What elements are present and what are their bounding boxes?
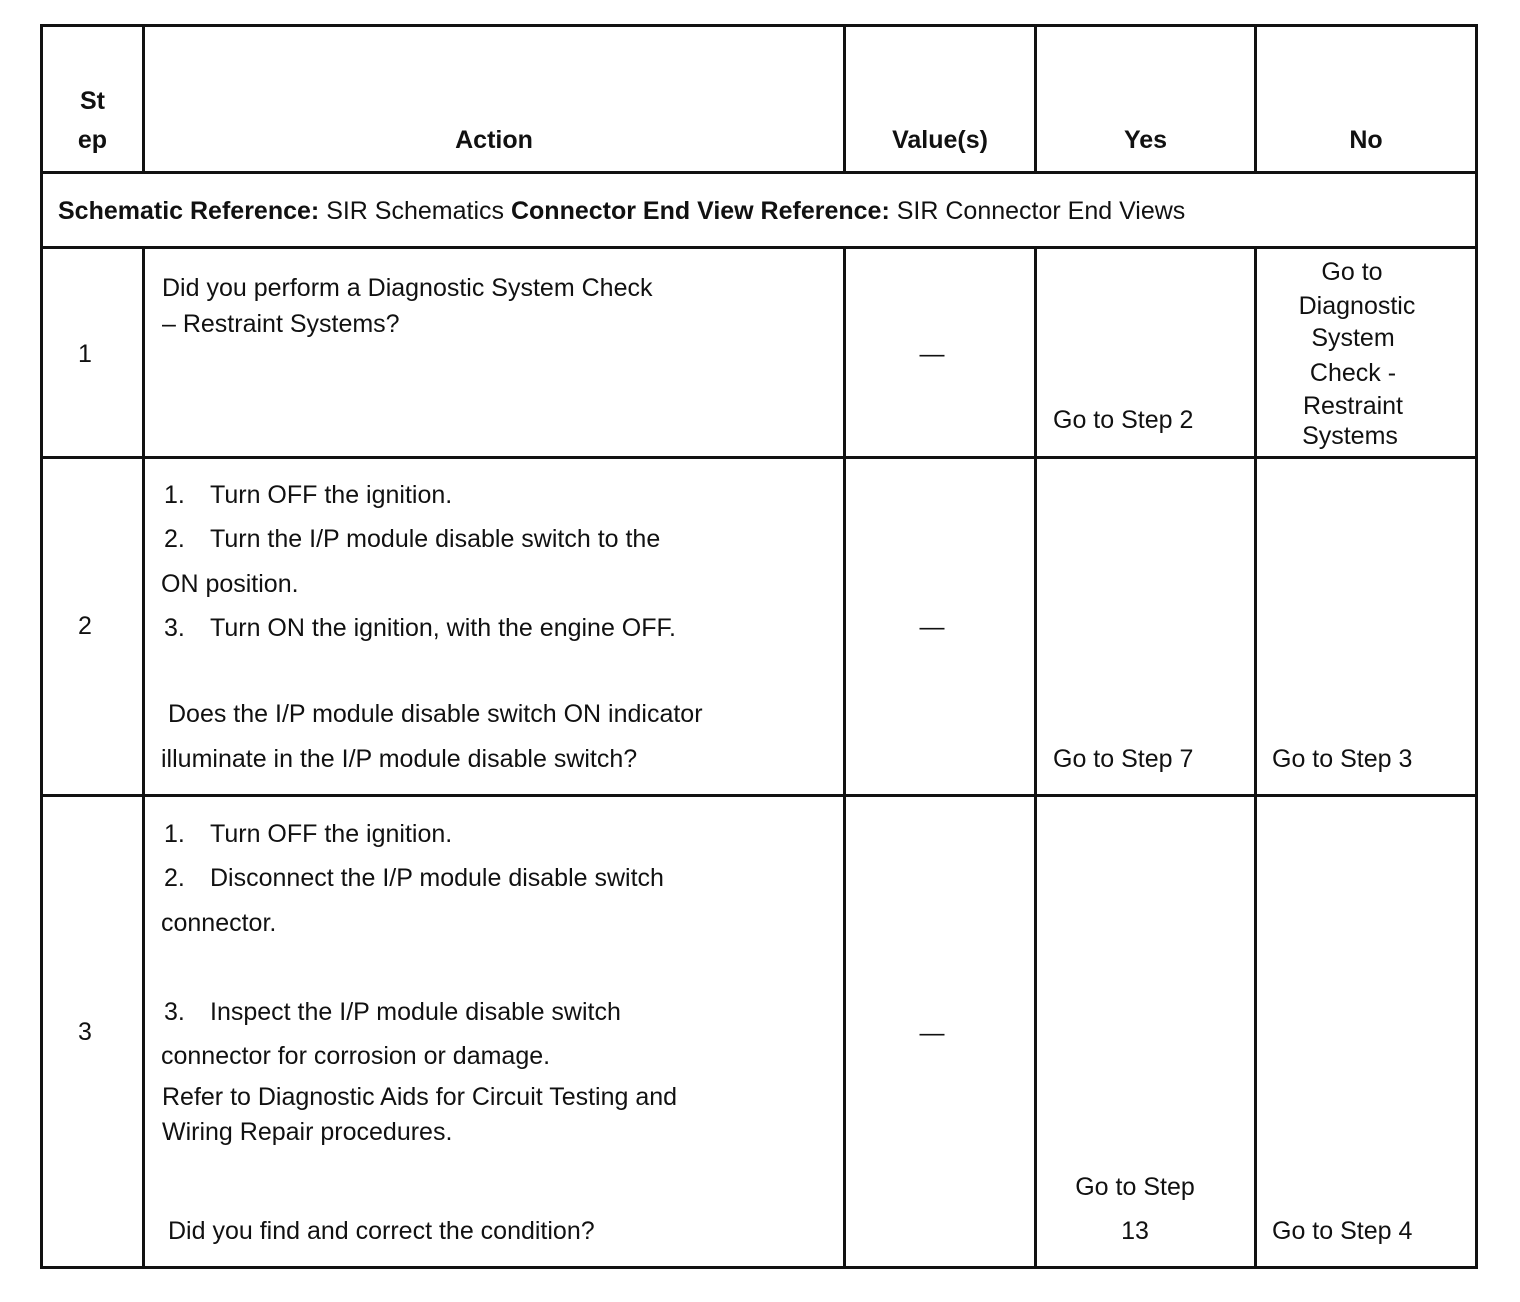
row2-question-line1: Does the I/P module disable switch ON indicator	[168, 700, 703, 728]
table-border-left	[40, 24, 43, 1269]
row2-value: —	[919, 613, 945, 641]
row2-item-3-text: Turn ON the ignition, with the engine OFF.	[210, 614, 676, 642]
row3-item-3-number: 3.	[164, 998, 185, 1026]
row3-item-1	[164, 819, 452, 849]
header-values: Value(s)	[892, 126, 988, 154]
row3-refer-line1: Refer to Diagnostic Aids for Circuit Testing and	[162, 1083, 678, 1111]
row2-item-2-text: Turn the I/P module disable switch to the	[210, 525, 661, 553]
row2-item-2	[164, 524, 660, 554]
row1-no-line5: Restraint	[1302, 392, 1404, 420]
row1-yes: Go to Step 2	[1053, 406, 1194, 434]
row2-item-1-text: Turn OFF the ignition.	[210, 481, 453, 509]
row1-action-line1: Did you perform a Diagnostic System Check	[162, 274, 653, 302]
row3-item-2-number: 2.	[164, 864, 185, 892]
row2-item-3-number: 3.	[164, 614, 185, 642]
col-divider-value	[1034, 246, 1037, 1269]
table-border-right	[1475, 24, 1478, 1269]
row1-no-line6: Systems	[1302, 422, 1398, 450]
row2-yes: Go to Step 7	[1053, 745, 1194, 773]
connector-reference-value: SIR Connector End Views	[896, 197, 1186, 225]
row3-item-1-number: 1.	[164, 820, 185, 848]
header-step-line2: ep	[77, 126, 108, 154]
step-number-1: 1	[78, 340, 92, 368]
connector-reference-label: Connector End View Reference:	[510, 197, 890, 225]
header-action: Action	[455, 126, 533, 154]
step-number-2: 2	[78, 612, 92, 640]
row2-item-1	[164, 480, 452, 510]
row3-item-2-text: Disconnect the I/P module disable switch	[210, 864, 664, 892]
reference-divider	[40, 246, 1478, 249]
row3-item-3	[164, 997, 621, 1027]
row1-action-line2: – Restraint Systems?	[162, 310, 400, 338]
table-border-bottom	[40, 1266, 1478, 1269]
header-yes: Yes	[1123, 126, 1168, 154]
header-divider	[40, 171, 1478, 174]
row2-question-line2: illuminate in the I/P module disable switch?	[161, 745, 638, 773]
step-number-3: 3	[78, 1018, 92, 1046]
row3-item-3-text: Inspect the I/P module disable switch	[210, 998, 621, 1026]
row2-item-2-continued: ON position.	[161, 570, 299, 598]
row-divider-2	[40, 794, 1478, 797]
row3-refer-line2: Wiring Repair procedures.	[162, 1118, 453, 1146]
row3-question: Did you find and correct the condition?	[168, 1217, 595, 1245]
row1-no-line3: System	[1311, 324, 1395, 352]
header-no: No	[1349, 126, 1383, 154]
row3-yes-line2: 13	[1121, 1217, 1149, 1245]
table-border-top	[40, 24, 1478, 27]
row2-item-2-number: 2.	[164, 525, 185, 553]
row1-no-line1: Go to	[1321, 258, 1383, 286]
row1-no-line4: Check -	[1309, 359, 1397, 387]
row2-item-3	[164, 613, 676, 643]
schematic-reference-label: Schematic Reference:	[58, 197, 320, 225]
row3-value: —	[919, 1019, 945, 1047]
header-step-line1: St	[80, 87, 105, 115]
row3-no: Go to Step 4	[1272, 1217, 1413, 1245]
row1-value: —	[919, 340, 945, 368]
row2-item-1-number: 1.	[164, 481, 185, 509]
col-divider-action	[843, 246, 846, 1269]
row3-item-2-continued: connector.	[161, 909, 277, 937]
row3-item-3-continued: connector for corrosion or damage.	[161, 1042, 551, 1070]
row2-no: Go to Step 3	[1272, 745, 1413, 773]
row3-yes-line1: Go to Step	[1075, 1173, 1195, 1201]
row3-item-1-text: Turn OFF the ignition.	[210, 820, 453, 848]
row3-item-2	[164, 863, 664, 893]
col-divider-step	[142, 246, 145, 1269]
row-divider-1	[40, 456, 1478, 459]
schematic-reference-value: SIR Schematics	[326, 197, 505, 225]
row1-no-line2: Diagnostic	[1298, 292, 1416, 320]
reference-line	[58, 196, 1185, 226]
